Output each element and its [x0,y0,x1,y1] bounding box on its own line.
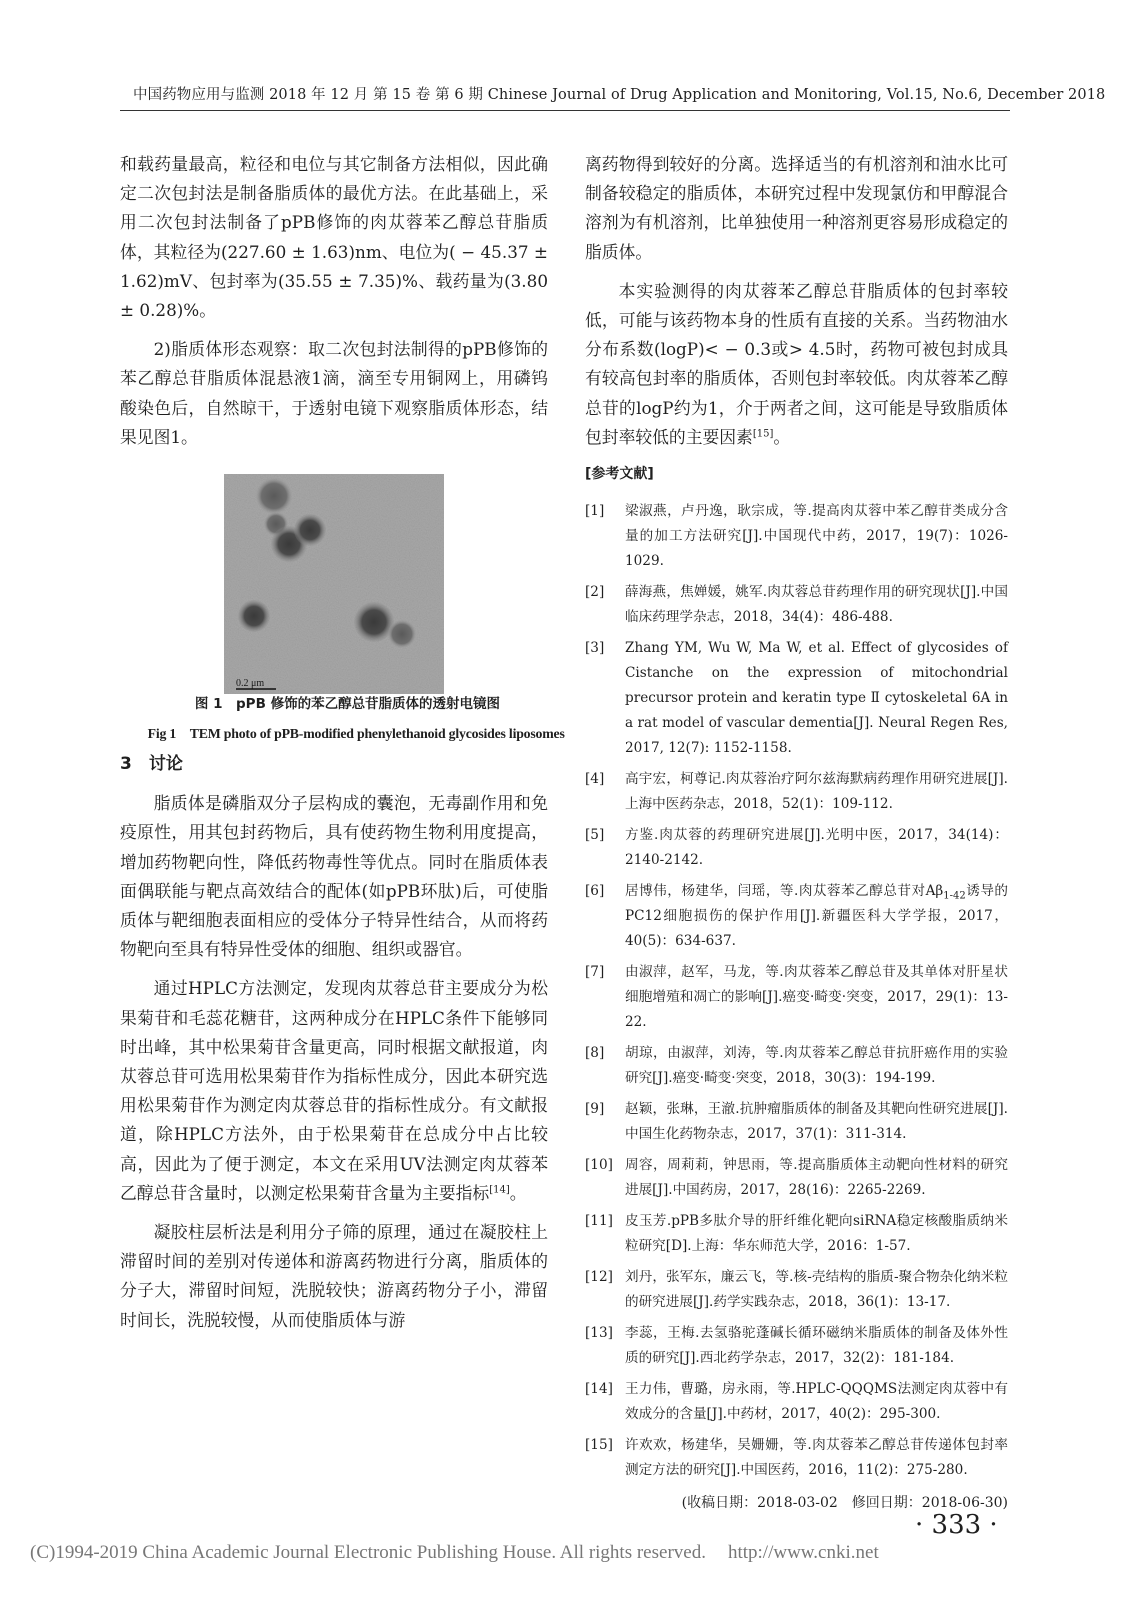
reference-list [585,499,1008,1483]
running-header: 中国药物应用与监测 2018 年 12 月 第 15 卷 第 6 期 Chinese Journal of Drug Application and Monitoring, Vol.15, No.6, December 2018 [133,87,1106,103]
paragraph: 和载药量最高，粒径和电位与其它制备方法相似，因此确定二次包封法是制备脂质体的最优方法。在此基础上，采用二次包封法制备了pPB修饰的肉苁蓉苯乙醇总苷脂质体，其粒径为(227.60 ± 1.63)nm、电位为( − 45.37 ± 1.62)mV、包封率为(35.55 ± 7.35)%、载药量为(3.80 ± 0.28)%。 [120,154,548,321]
paragraph: 离药物得到较好的分离。选择适当的有机溶剂和油水比可制备较稳定的脂质体，本研究过程中发现氯仿和甲醇混合溶剂为有机溶剂，比单独使用一种溶剂更容易形成稳定的脂质体。 [585,154,1008,262]
tem-image [224,474,444,694]
reference-item: [4] 高宇宏，柯尊记.肉苁蓉治疗阿尔兹海默病药理作用研究进展[J].上海中医药杂志，2018，52(1)：109-112. [585,771,1008,813]
reference-item: [12] 刘丹，张军东，廉云飞，等.核-壳结构的脂质-聚合物杂化纳米粒的研究进展[J].药学实践杂志，2018，36(1)：13-17. [585,1269,1008,1311]
paragraph: 脂质体是磷脂双分子层构成的囊泡，无毒副作用和免疫原性，用其包封药物后，具有使药物生物利用度提高，增加药物靶向性，降低药物毒性等优点。同时在脂质体表面偶联能与靶点高效结合的配体(如pPB环肽)后，可使脂质体与靶细胞表面相应的受体分子特异性结合，从而将药物靶向至具有特异性受体的细胞、组织或器官。 [120,793,548,960]
reference-item: [1] 梁淑燕，卢丹逸，耿宗成，等.提高肉苁蓉中苯乙醇苷类成分含量的加工方法研究[J].中国现代中药，2017，19(7)：1026-1029. [585,503,1008,570]
received-dates: (收稿日期：2018-03-02 修回日期：2018-06-30) [681,1495,1008,1512]
scale-label: 0.2 μm [236,678,265,690]
right-column [585,150,1008,1518]
section-heading: 3 讨论 [120,754,183,775]
tem-figure [224,474,444,694]
page-number: · 333 · [915,1510,998,1540]
paragraph: 凝胶柱层析法是利用分子筛的原理，通过在凝胶柱上滞留时间的差别对传递体和游离药物进行分离，脂质体的分子大，滞留时间短，洗脱较快；游离药物分子小，滞留时间长，洗脱较慢，从而使脂质体与游 [120,1222,548,1330]
reference-item: [6] 居博伟，杨建华，闫瑶，等.肉苁蓉苯乙醇总苷对$A\beta_{1-42}$诱导的PC12细胞损伤的保护作用[J].新疆医科大学学报，2017，40(5)：634-637. [585,883,1009,950]
paragraph: 通过HPLC方法测定，发现肉苁蓉总苷主要成分为松果菊苷和毛蕊花糖苷，这两种成分在HPLC条件下能够同时出峰，其中松果菊苷含量更高，同时根据文献报道，肉苁蓉总苷可选用松果菊苷作为指标性成分，因此本研究选用松果菊苷作为测定肉苁蓉总苷的指标性成分。有文献报道，除HPLC方法外，由于松果菊苷在总成分中占比较高，因此为了便于测定，本文在采用UV法测定肉苁蓉苯乙醇总苷含量时，以测定松果菊苷含量为主要指标[14]。 [120,978,548,1203]
reference-item: [15] 许欢欢，杨建华，吴姗姗，等.肉苁蓉苯乙醇总苷传递体包封率测定方法的研究[J].中国医药，2016，11(2)：275-280. [585,1437,1008,1479]
figure-caption-cn: 图 1 pPB 修饰的苯乙醇总苷脂质体的透射电镜图 [194,696,501,713]
copyright-footer: (C)1994-2019 China Academic Journal Electronic Publishing House. All rights reserved. http://www.cnki.net [30,1542,879,1563]
reference-item: [7] 由淑萍，赵军，马龙，等.肉苁蓉苯乙醇总苷及其单体对肝星状细胞增殖和凋亡的影响[J].癌变·畸变·突变，2017，29(1)：13-22. [585,964,1008,1031]
figure-caption-en: Fig 1 TEM photo of pPB-modified phenylethanoid glycosides liposomes [147,726,565,742]
reference-item: [9] 赵颖，张琳，王澈.抗肿瘤脂质体的制备及其靶向性研究进展[J].中国生化药物杂志，2017，37(1)：311-314. [585,1101,1008,1143]
cnki-url[interactable]: http://www.cnki.net [727,1542,879,1563]
paragraph: 本实验测得的肉苁蓉苯乙醇总苷脂质体的包封率较低，可能与该药物本身的性质有直接的关系。当药物油水分布系数(logP)< − 0.3或> 4.5时，药物可被包封成具有较高包封率的脂质体，否则包封率较低。肉苁蓉苯乙醇总苷的logP约为1，介于两者之间，这可能是导致脂质体包封率较低的主要因素[15]。 [585,280,1008,447]
citation: [14] [489,1184,510,1196]
references-heading: [参考文献] [585,466,654,483]
reference-item: [5] 方鉴.肉苁蓉的药理研究进展[J].光明中医，2017，34(14)：2140-2142. [585,827,1008,869]
paragraph: 2)脂质体形态观察：取二次包封法制得的pPB修饰的苯乙醇总苷脂质体混悬液1滴，滴至专用铜网上，用磷钨酸染色后，自然晾干，于透射电镜下观察脂质体形态，结果见图1。 [120,339,548,447]
reference-item: [14] 王力伟，曹璐，房永雨，等.HPLC-QQQMS法测定肉苁蓉中有效成分的含量[J].中药材，2017，40(2)：295-300. [585,1381,1008,1423]
reference-item: [10] 周容，周莉莉，钟思雨，等.提高脂质体主动靶向性材料的研究进展[J].中国药房，2017，28(16)：2265-2269. [585,1157,1008,1199]
header-rule [120,110,1010,111]
reference-item: [2] 薛海燕，焦婵媛，姚军.肉苁蓉总苷药理作用的研究现状[J].中国临床药理学杂志，2018，34(4)：486-488. [585,584,1008,626]
reference-item: [3] Zhang YM, Wu W, Ma W, et al. Effect of glycosides of Cistanche on the expression of mitochondrial precursor protein and keratin type Ⅱ cytoskeletal 6A in a rat model of vascular dementia[J]. Neural Regen Res, 2017, 12(7): 1152-1158. [585,640,1008,757]
reference-item: [13] 李蕊，王梅.去氢骆驼蓬碱长循环磁纳米脂质体的制备及体外性质的研究[J].西北药学杂志，2017，32(2)：181-184. [585,1325,1008,1367]
reference-item: [8] 胡琼，由淑萍，刘涛，等.肉苁蓉苯乙醇总苷抗肝癌作用的实验研究[J].癌变·畸变·突变，2018，30(3)：194-199. [585,1045,1008,1087]
citation: [15] [752,428,774,440]
left-column [120,150,565,1335]
reference-item: [11] 皮玉芳.pPB多肽介导的肝纤维化靶向siRNA稳定核酸脂质纳米粒研究[D].上海：华东师范大学，2016：1-57. [585,1213,1008,1255]
